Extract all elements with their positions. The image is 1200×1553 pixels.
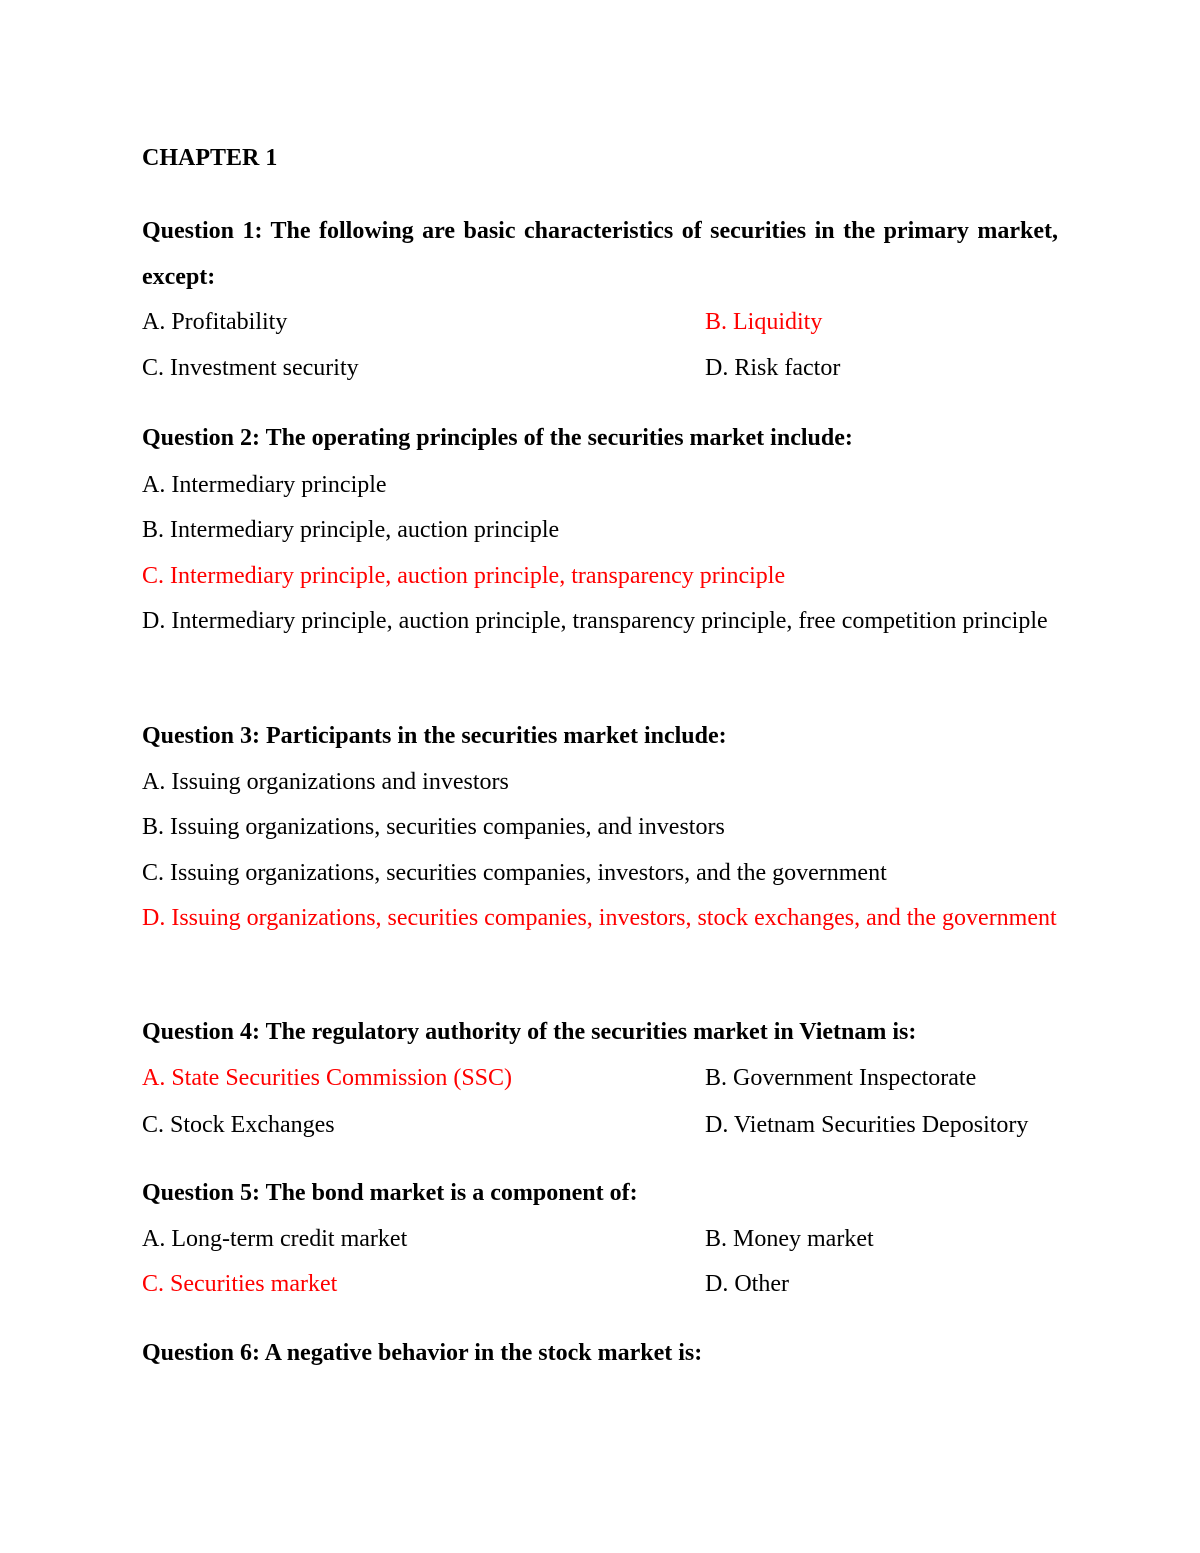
question-1-option-b-answer: B. Liquidity	[705, 309, 823, 335]
question-3-title: Question 3: Participants in the securities market include:	[142, 723, 727, 749]
question-5-option-a: A. Long-term credit market	[142, 1226, 408, 1252]
question-1-option-d: D. Risk factor	[705, 355, 841, 381]
question-4-title: Question 4: The regulatory authority of the securities market in Vietnam is:	[142, 1019, 917, 1045]
question-4-option-a-answer: A. State Securities Commission (SSC)	[142, 1065, 513, 1091]
question-4-option-b: B. Government Inspectorate	[705, 1065, 977, 1091]
question-2-option-c-answer: C. Intermediary principle, auction principle, transparency principle	[142, 563, 786, 589]
question-5-title: Question 5: The bond market is a component of:	[142, 1180, 638, 1206]
question-2-option-b: B. Intermediary principle, auction principle	[142, 517, 560, 543]
question-1-title: Question 1: The following are basic characteristics of securities in the primary market, except:	[142, 218, 1058, 290]
question-3-option-a: A. Issuing organizations and investors	[142, 769, 509, 795]
question-6-title: Question 6: A negative behavior in the stock market is:	[142, 1340, 703, 1366]
question-4-option-d: D. Vietnam Securities Depository	[705, 1112, 1029, 1138]
chapter-heading: CHAPTER 1	[142, 145, 278, 171]
question-3-option-b: B. Issuing organizations, securities companies, and investors	[142, 814, 725, 840]
question-1-option-c: C. Investment security	[142, 355, 359, 381]
question-3-option-d-answer: D. Issuing organizations, securities companies, investors, stock exchanges, and the government	[142, 905, 1057, 931]
question-2-option-d: D. Intermediary principle, auction principle, transparency principle, free competition principle	[142, 608, 1048, 634]
question-5-option-d: D. Other	[705, 1271, 789, 1297]
question-5-option-c-answer: C. Securities market	[142, 1271, 338, 1297]
question-4-option-c: C. Stock Exchanges	[142, 1112, 335, 1138]
question-3-option-c: C. Issuing organizations, securities companies, investors, and the government	[142, 860, 887, 886]
question-2-option-a: A. Intermediary principle	[142, 472, 387, 498]
question-1-option-a: A. Profitability	[142, 309, 288, 335]
question-5-option-b: B. Money market	[705, 1226, 874, 1252]
question-2-title: Question 2: The operating principles of the securities market include:	[142, 425, 853, 451]
